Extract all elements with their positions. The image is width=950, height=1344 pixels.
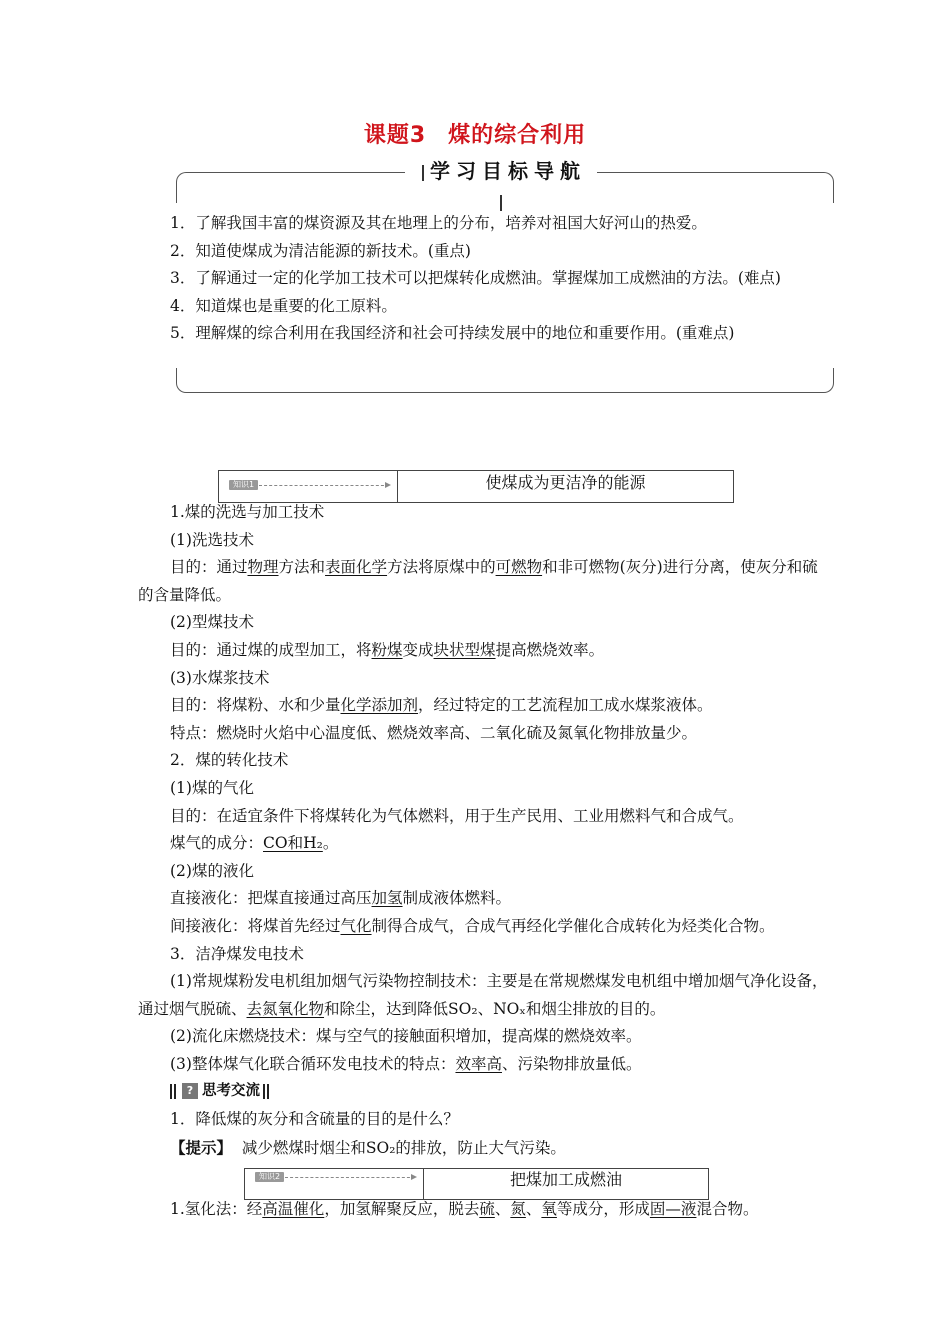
paragraph: 目的：将煤粉、水和少量化学添加剂，经过特定的工艺流程加工成水煤浆液体。	[170, 696, 713, 715]
lesson-number: 课题3	[363, 123, 427, 148]
paragraph: 煤气的成分：CO和H₂。	[170, 834, 339, 853]
objectives-list	[138, 210, 828, 348]
paragraph: 目的：通过煤的成型加工，将粉煤变成块状型煤提高燃烧效率。	[170, 640, 605, 659]
objective-item: 1．了解我国丰富的煤资源及其在地理上的分布，培养对祖国大好河山的热爱。	[170, 214, 707, 232]
arrow-icon	[285, 1177, 415, 1178]
paragraph: 间接液化：将煤首先经过气化制得合成气，合成气再经化学催化合成转化为烃类化合物。	[170, 916, 775, 935]
page-title	[0, 118, 950, 149]
section-title: 使煤成为更洁净的能源	[485, 473, 646, 492]
subheading: (2)型煤技术	[170, 613, 254, 632]
objective-item: 4．知道煤也是重要的化工原料。	[170, 296, 397, 315]
section-1-body	[138, 499, 828, 1162]
paragraph: 目的：通过物理方法和表面化学方法将原煤中的可燃物和非可燃物(灰分)进行分离，使灰分和硫的含量降低。	[138, 558, 818, 604]
question-icon: ?	[182, 1083, 198, 1099]
subheading: (1)煤的气化	[170, 778, 254, 797]
knowledge-tag: 知识2	[255, 1172, 284, 1182]
knowledge-tag: 知识1	[229, 480, 258, 490]
subheading: (1)洗选技术	[170, 530, 254, 549]
question: 1．降低煤的灰分和含硫量的目的是什么？	[170, 1110, 459, 1129]
lesson-title: 煤的综合利用	[448, 123, 587, 148]
think-exchange-label: ? 思考交流	[170, 1078, 828, 1106]
subheading: (2)煤的液化	[170, 861, 254, 880]
objectives-heading: 学习目标导航	[412, 156, 590, 186]
paragraph: (2)流化床燃烧技术：煤与空气的接触面积增加，提高煤的燃烧效率。	[170, 1027, 642, 1046]
heading: 2．煤的转化技术	[170, 751, 289, 770]
paragraph: 特点：燃烧时火焰中心温度低、燃烧效率高、二氧化硫及氮氧化物排放量少。	[170, 723, 698, 742]
paragraph: 目的：在适宜条件下将煤转化为气体燃料，用于生产民用、工业用燃料气和合成气。	[170, 806, 744, 825]
paragraph: (1)常规煤粉发电机组加烟气污染物控制技术：主要是在常规燃煤发电机组中增加烟气净化设备，通过烟气脱硫、去氮氧化物和除尘，达到降低SO₂、NOₓ和烟尘排放的目的。	[138, 972, 828, 1018]
section-title: 把煤加工成燃油	[509, 1170, 622, 1189]
objective-item: 5．理解煤的综合利用在我国经济和社会可持续发展中的地位和重要作用。(重难点)	[170, 324, 735, 342]
paragraph: 1.氢化法：经高温催化，加氢解聚反应，脱去硫、氮、氧等成分，形成固—液混合物。	[170, 1200, 759, 1218]
objective-item: 3．了解通过一定的化学加工技术可以把煤转化成燃油。掌握煤加工成燃油的方法。(难点)	[170, 269, 781, 287]
arrow-icon	[259, 485, 389, 486]
heading: 1.煤的洗选与加工技术	[170, 503, 325, 521]
paragraph: 直接液化：把煤直接通过高压加氢制成液体燃料。	[170, 889, 512, 908]
paragraph: (3)整体煤气化联合循环发电技术的特点：效率高、污染物排放量低。	[170, 1054, 642, 1073]
subheading: (3)水煤浆技术	[170, 668, 270, 687]
heading: 3．洁净煤发电技术	[170, 944, 304, 963]
objective-item: 2．知道使煤成为清洁能源的新技术。(重点)	[170, 241, 471, 260]
section-2-body	[138, 1196, 828, 1224]
objectives-frame-bottom	[176, 368, 834, 393]
hint: 【提示】 减少燃煤时烟尘和SO₂的排放，防止大气污染。	[170, 1137, 566, 1157]
